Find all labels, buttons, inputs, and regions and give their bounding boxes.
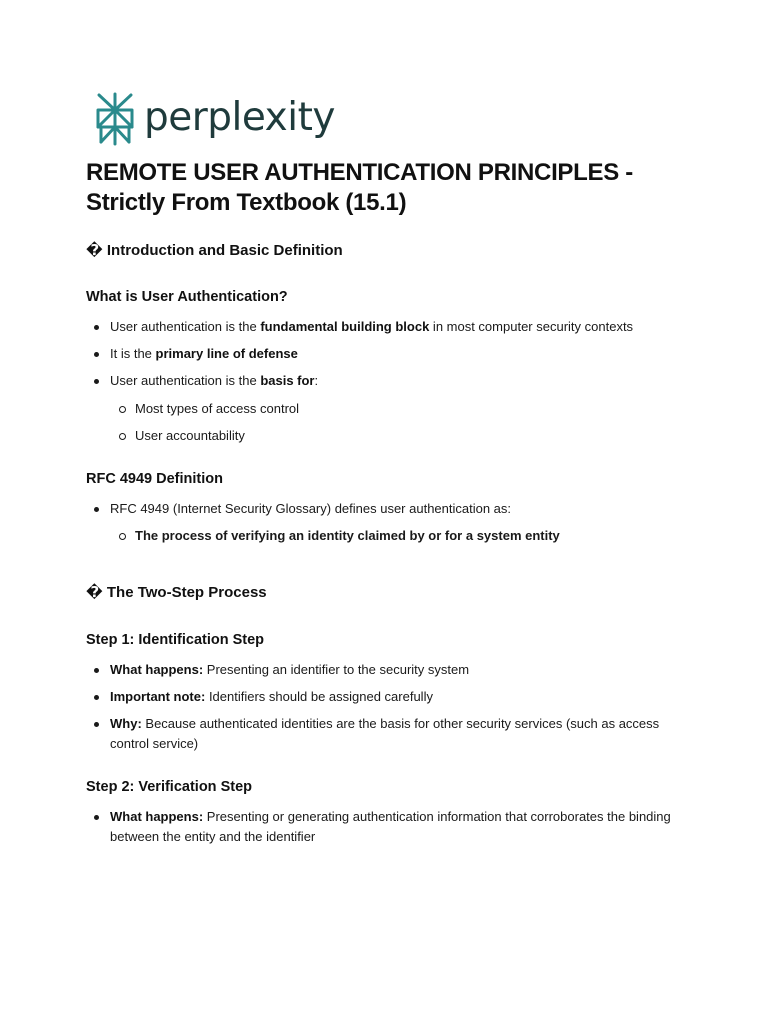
subheading-rfc: RFC 4949 Definition xyxy=(86,471,223,487)
subheading-step1: Step 1: Identification Step xyxy=(86,632,265,648)
perplexity-logo-icon xyxy=(94,92,136,146)
logo-wordmark: perplexity xyxy=(144,94,335,140)
perplexity-logo xyxy=(94,92,335,146)
subheading-what-is: What is User Authentication? xyxy=(86,289,288,305)
list-item: Why: Because authenticated identities are the basis for other security services (such as access control service) xyxy=(86,714,686,754)
page-title: REMOTE USER AUTHENTICATION PRINCIPLES - Strictly From Textbook (15.1) xyxy=(86,159,633,216)
section-heading-two-step: � The Two-Step Process xyxy=(86,584,267,601)
bullet-list xyxy=(86,660,686,754)
list-item: What happens: Presenting an identifier to the security system xyxy=(86,660,686,680)
sub-list-item: Most types of access control xyxy=(86,399,686,419)
list-item: User authentication is the fundamental building block in most computer security contexts xyxy=(86,317,686,337)
bullet-list xyxy=(86,499,686,546)
document-body xyxy=(86,158,686,847)
sub-list-item: The process of verifying an identity claimed by or for a system entity xyxy=(86,526,686,546)
section-heading-intro: � Introduction and Basic Definition xyxy=(86,242,343,259)
bullet-list xyxy=(86,807,686,847)
list-item: What happens: Presenting or generating authentication information that corroborates the binding between the entity and the identifier xyxy=(86,807,686,847)
list-item: Important note: Identifiers should be assigned carefully xyxy=(86,687,686,707)
sub-list-item: User accountability xyxy=(86,426,686,446)
list-item: User authentication is the basis for: xyxy=(86,371,686,391)
subheading-step2: Step 2: Verification Step xyxy=(86,779,252,795)
bullet-list xyxy=(86,317,686,446)
list-item: It is the primary line of defense xyxy=(86,344,686,364)
list-item: RFC 4949 (Internet Security Glossary) defines user authentication as: xyxy=(86,499,686,519)
